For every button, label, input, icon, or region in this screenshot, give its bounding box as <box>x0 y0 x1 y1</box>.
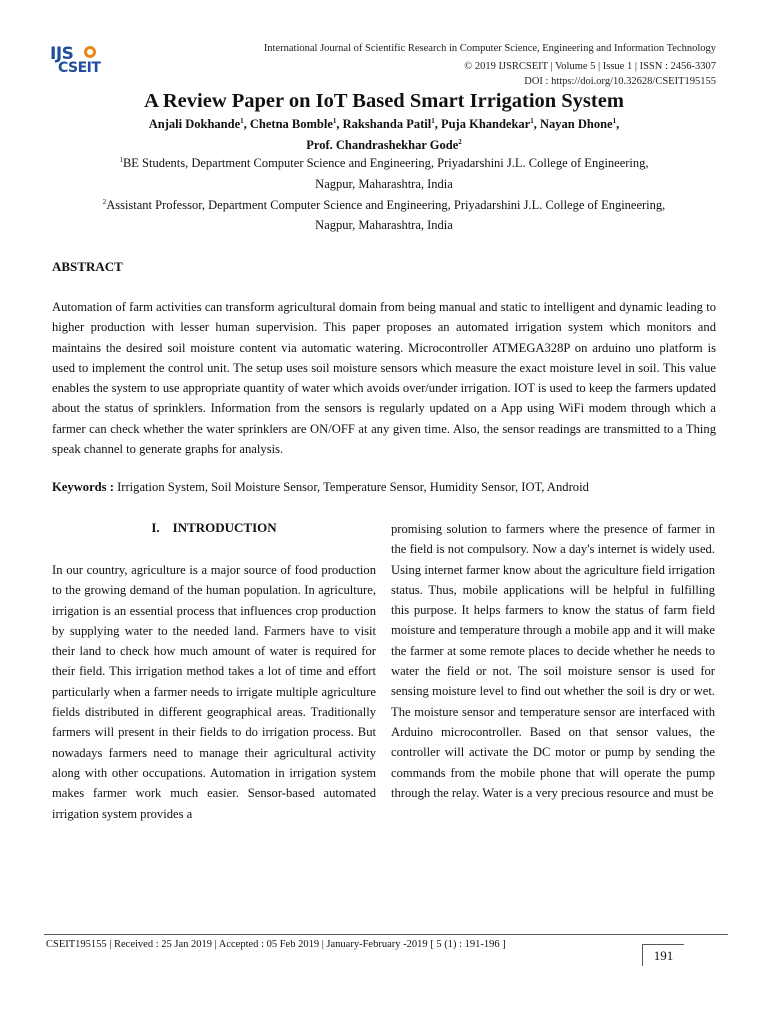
author: Anjali Dokhande <box>148 117 241 131</box>
intro-left-column: In our country, agriculture is a major source of food production to the growing demand of the human population. In agriculture, irrigation is an essential process that influences crop production by supplying water to the needed land. Farmers have to visit their land to check how much amount of water is required for their field. This irrigation method takes a lot of time and effort particularly when a farmer needs to irrigate multiple agriculture fields distributed in different geographical areas. Traditionally farmers will present in their fields to do irrigation process. But nowadays farmers need to manage their agricultural activity along with other occupations. Automation in irrigation system makes farmer work much easier. Sensor-based automated irrigation system provides a <box>52 563 376 821</box>
logo-text-top: IJS <box>50 44 74 64</box>
volume-line: © 2019 IJSRCSEIT | Volume 5 | Issue 1 | ISSN : 2456-3307 <box>464 61 716 72</box>
paper-title: A Review Paper on IoT Based Smart Irrigation System <box>144 90 624 112</box>
author: Rakshanda Patil <box>342 117 432 131</box>
journal-name: International Journal of Scientific Research in Computer Science, Engineering and Information Technology <box>263 43 716 54</box>
affiliation-1: $^1$BE Students, Department Computer Science and Engineering, Priyadarshini J.L. College of Engineering, <box>119 155 649 170</box>
footer-divider <box>44 934 728 935</box>
author: Chetna Bomble <box>249 117 333 131</box>
page-number: 191 <box>642 944 684 966</box>
affiliation-2: $^2$Assistant Professor, Department Computer Science and Engineering, Priyadarshini J.L. College of Engineering, <box>102 197 666 212</box>
abstract-heading: ABSTRACT <box>52 259 123 274</box>
logo-text-bottom: CSEIT <box>58 60 101 76</box>
journal-logo <box>50 44 112 78</box>
footer-citation: CSEIT195155 | Received : 25 Jan 2019 | Accepted : 05 Feb 2019 | January-February -2019 [ 5 (1) : 191-196 ] <box>46 939 506 950</box>
affiliation-1-location: Nagpur, Maharashtra, India <box>315 177 453 191</box>
authors-line-1: Anjali Dokhande$^1$, Chetna Bomble$^1$, Rakshanda Patil$^1$, Puja Khandekar$^1$, Nayan Dhone$^1$, <box>148 116 620 131</box>
keywords-label: Keywords : <box>52 480 114 494</box>
author: Prof. Chandrashekhar Gode <box>306 138 459 152</box>
logo-ring-icon <box>84 46 96 58</box>
affiliation-2-location: Nagpur, Maharashtra, India <box>315 218 453 232</box>
keywords <box>52 480 716 495</box>
authors-line-2: Prof. Chandrashekhar Gode$^2$ <box>306 137 462 152</box>
author: Nayan Dhone <box>539 117 613 131</box>
intro-right-column: promising solution to farmers where the presence of farmer in the field is not compulsory. Now a day's internet is widely used. Using internet farmer know about the agriculture field irrigation status. Thus, mobile applications will be helpful in fulfilling this purpose. It helps farmers to know the status of farm field moisture and temperature through a mobile app and it will make the farmer at some remote places to decide whether he needs to water the field or not. The soil moisture sensor is used for sensing moisture level to find out whether the soil is dry or wet. The moisture sensor and temperature sensor are interfaced with Arduino microcontroller. Based on that sensor values, the controller will activate the DC motor or pump by sending the commands from the mobile phone that will operate the pump through the relay. Water is a very precious resource and must be <box>391 522 715 800</box>
section-heading: I. INTRODUCTION <box>151 520 277 535</box>
abstract-text: Automation of farm activities can transform agricultural domain from being manual and static to intelligent and dynamic leading to higher production with lesser human supervision. This paper proposes an automated irrigation system which monitors and maintains the desired soil moisture content via automatic watering. Microcontroller ATMEGA328P on arduino uno platform is used to implement the control unit. The setup uses soil moisture sensors which measure the exact moisture level in soil. This value enables the system to use appropriate quantity of water which avoids over/under irrigation. IOT is used to keep the farmers updated about the status of sprinklers. Information from the sensors is regularly updated on a App using WiFi modem through which a farmer can check whether the water sprinklers are ON/OFF at any given time. Also, the sensor readings are transmitted to a Thing speak channel to generate graphs for analysis. <box>52 300 716 457</box>
author: Puja Khandekar <box>440 117 531 131</box>
keywords-text: Irrigation System, Soil Moisture Sensor, Temperature Sensor, Humidity Sensor, IOT, Android <box>113 480 589 494</box>
doi-link[interactable]: DOI : https://doi.org/10.32628/CSEIT195155 <box>524 76 716 87</box>
